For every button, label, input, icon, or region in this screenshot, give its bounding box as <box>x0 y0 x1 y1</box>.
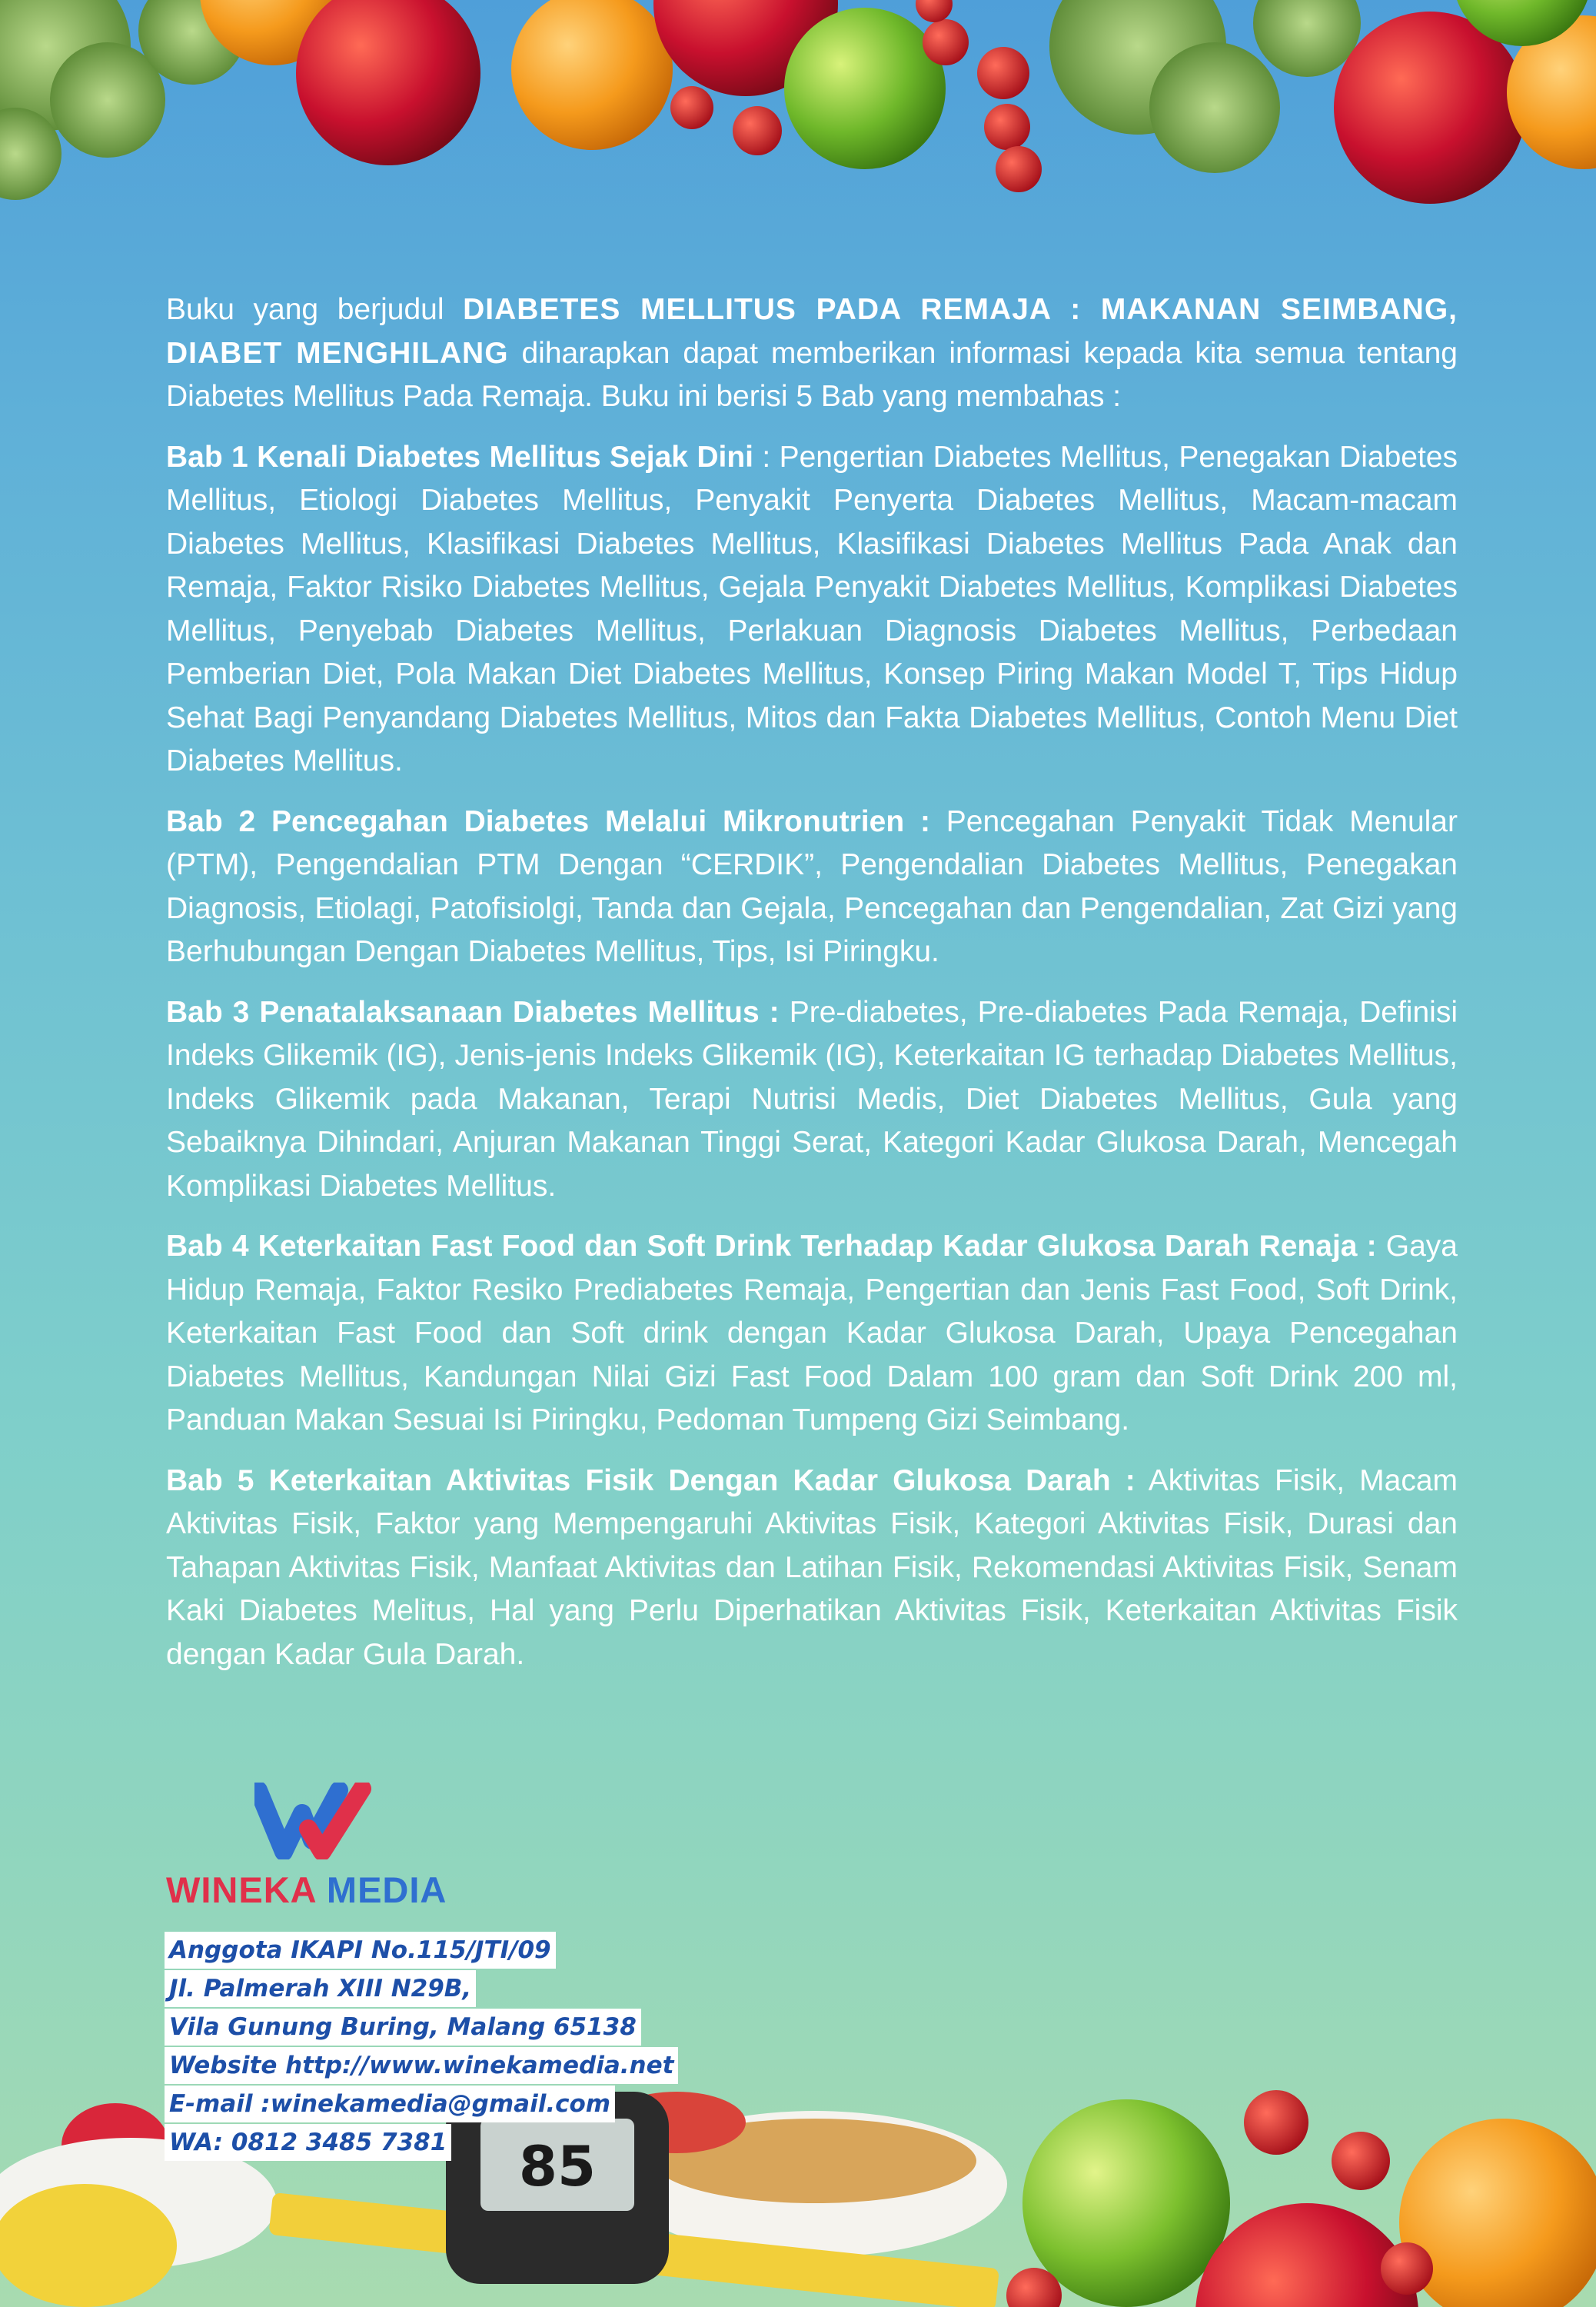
address-street: Jl. Palmerah XIII N29B, <box>165 1970 476 2007</box>
chapter-topics: Gaya Hidup Remaja, Faktor Resiko Prediabetes Remaja, Pengertian dan Jenis Fast Food, Soft Drink, Keterkaitan Fast Food dan Soft drink dengan Kadar Glukosa Darah, Upaya Pencegahan Diabetes Mellitus, Kandungan Nilai Gizi Fast Food Dalam 100 gram dan Soft Drink 200 ml, Panduan Makan Sesuai Isi Piringku, Pedoman Tumpeng Gizi Seimbang. <box>166 1230 1458 1436</box>
book-title: DIABETES MELLITUS PADA REMAJA : MAKANAN SEIMBANG, DIABET MENGHILANG <box>166 293 1458 370</box>
broccoli-right <box>1049 0 1361 173</box>
book-synopsis <box>166 288 1458 1693</box>
tomato-3 <box>923 19 969 65</box>
intro-suffix: diharapkan dapat memberikan informasi kepada kita semua tentang Diabetes Mellitus Pada Remaja. Buku ini berisi 5 Bab yang membahas : <box>166 336 1458 413</box>
orange-top-2 <box>511 0 673 150</box>
tomato-5 <box>984 104 1030 150</box>
publisher-brand <box>166 1869 447 1911</box>
lemon <box>0 2184 177 2307</box>
brand-word-1: WINEKA <box>166 1869 316 1910</box>
chapter-heading: Bab 2 Pencegahan Diabetes Melalui Mikronutrien : <box>166 804 930 838</box>
whatsapp-number: WA: 0812 3485 7381 <box>165 2124 451 2161</box>
apple-top-1 <box>296 0 480 165</box>
chapter-1: Bab 1 Kenali Diabetes Mellitus Sejak Dini : Pengertian Diabetes Mellitus, Penegakan Diabetes Mellitus, Etiologi Diabetes Mellitus, Penyakit Penyerta Diabetes Mellitus, Macam-macam Diabetes Mellitus, Klasifikasi Diabetes Mellitus, Klasifikasi Diabetes Mellitus Pada Anak dan Remaja, Faktor Risiko Diabetes Mellitus, Gejala Penyakit Diabetes Mellitus, Komplikasi Diabetes Mellitus, Penyebab Diabetes Mellitus, Perlakuan Diagnosis Diabetes Mellitus, Perbedaan Pemberian Diet, Pola Makan Diet Diabetes Mellitus, Konsep Piring Makan Model T, Tips Hidup Sehat Bagi Penyandang Diabetes Mellitus, Mitos dan Fakta Diabetes Mellitus, Contoh Menu Diet Diabetes Mellitus. <box>166 440 1458 777</box>
publisher-contacts <box>165 1932 678 2162</box>
tomato-b1 <box>1244 2090 1308 2155</box>
chapter-5 <box>166 1460 1458 1677</box>
chapter-2 <box>166 801 1458 974</box>
brand-word-2: MEDIA <box>326 1869 447 1910</box>
tomato-b3 <box>1381 2242 1433 2295</box>
broccoli-left <box>0 0 246 200</box>
chapter-3 <box>166 991 1458 1209</box>
intro-paragraph <box>166 288 1458 419</box>
glucometer-reading: 85 <box>518 2134 597 2199</box>
publisher-logo <box>166 1783 489 1917</box>
intro-prefix: Buku yang berjudul <box>166 293 444 326</box>
green-apple-bottom <box>1022 2099 1230 2307</box>
website-link[interactable]: Website http://www.winekamedia.net <box>165 2047 678 2084</box>
tomato-2 <box>733 106 782 155</box>
top-fruit-border <box>0 0 1596 215</box>
chapter-heading: Bab 1 Kenali Diabetes Mellitus Sejak Dini <box>166 440 754 474</box>
chapter-heading: Bab 3 Penatalaksanaan Diabetes Mellitus : <box>166 995 780 1029</box>
chapter-heading: Bab 4 Keterkaitan Fast Food dan Soft Drink Terhadap Kadar Glukosa Darah Renaja : <box>166 1230 1377 1263</box>
tomato-7 <box>916 0 953 22</box>
ikapi-membership: Anggota IKAPI No.115/JTI/09 <box>165 1932 556 1969</box>
chapter-topics: Aktivitas Fisik, Macam Aktivitas Fisik, Faktor yang Mempengaruhi Aktivitas Fisik, Kategori Aktivitas Fisik, Durasi dan Tahapan Aktivitas Fisik, Manfaat Aktivitas dan Latihan Fisik, Rekomendasi Aktivitas Fisik, Senam Kaki Diabetes Melitus, Hal yang Perlu Diperhatikan Aktivitas Fisik, Keterkaitan Aktivitas Fisik dengan Kadar Gula Darah. <box>166 1463 1458 1671</box>
tomato-6 <box>996 146 1042 192</box>
tomato-b2 <box>1332 2132 1390 2190</box>
chapter-4 <box>166 1225 1458 1443</box>
w-logo-icon <box>254 1783 385 1859</box>
green-apple-top <box>784 8 946 169</box>
email-link[interactable]: E-mail :winekamedia@gmail.com <box>165 2086 615 2122</box>
chapter-topics: Pencegahan Penyakit Tidak Menular (PTM), Pengendalian PTM Dengan “CERDIK”, Pengendalian Diabetes Mellitus, Penegakan Diagnosis, Etiolagi, Patofisiolgi, Tanda dan Gejala, Pencegahan dan Pengendalian, Zat Gizi yang Berhubungan Dengan Diabetes Mellitus, Tips, Isi Piringku. <box>166 804 1458 968</box>
tomato-1 <box>670 86 713 129</box>
chapter-topics: Pre-diabetes, Pre-diabetes Pada Remaja, Definisi Indeks Glikemik (IG), Jenis-jenis Indeks Glikemik (IG), Keterkaitan IG terhadap Diabetes Mellitus, Indeks Glikemik pada Makanan, Terapi Nutrisi Medis, Diet Diabetes Mellitus, Gula yang Sebaiknya Dihindari, Anjuran Makanan Tinggi Serat, Kategori Kadar Glukosa Darah, Mencegah Komplikasi Diabetes Mellitus. <box>166 995 1458 1203</box>
chapter-heading: Bab 5 Keterkaitan Aktivitas Fisik Dengan Kadar Glukosa Darah : <box>166 1463 1135 1497</box>
tomato-4 <box>977 47 1029 99</box>
chapter-topics: Pengertian Diabetes Mellitus, Penegakan Diabetes Mellitus, Etiologi Diabetes Mellitus, Penyakit Penyerta Diabetes Mellitus, Macam-macam Diabetes Mellitus, Klasifikasi Diabetes Mellitus, Klasifikasi Diabetes Mellitus Pada Anak dan Remaja, Faktor Risiko Diabetes Mellitus, Gejala Penyakit Diabetes Mellitus, Komplikasi Diabetes Mellitus, Penyebab Diabetes Mellitus, Perlakuan Diagnosis Diabetes Mellitus, Perbedaan Pemberian Diet, Pola Makan Diet Diabetes Mellitus, Konsep Piring Makan Model T, Tips Hidup Sehat Bagi Penyandang Diabetes Mellitus, Mitos dan Fakta Diabetes Mellitus, Contoh Menu Diet Diabetes Mellitus. <box>166 440 1458 777</box>
address-city: Vila Gunung Buring, Malang 65138 <box>165 2009 641 2046</box>
